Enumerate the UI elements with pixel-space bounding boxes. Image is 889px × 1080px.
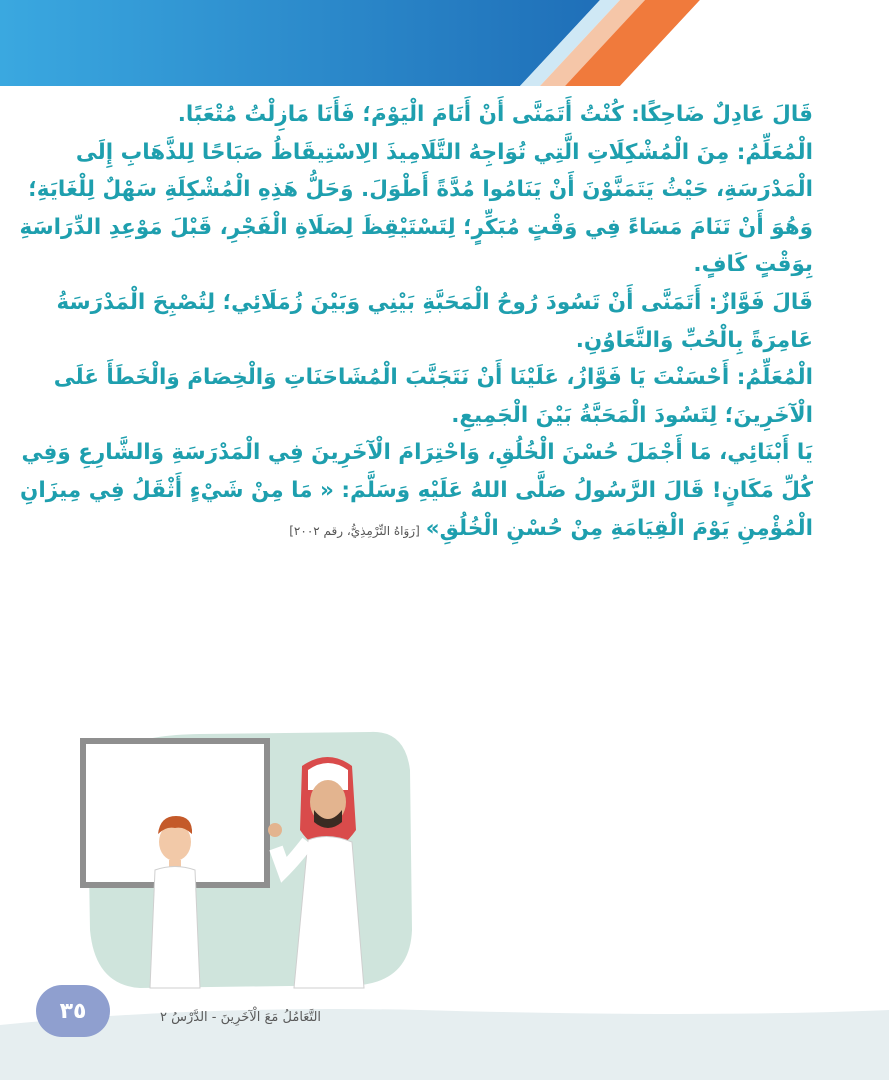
text-line: قَالَ عَادِلٌ ضَاحِكًا: كُنْتُ أَتَمَنَّى أَنْ أَنَامَ الْيَوْمَ؛ فَأَنَا مَازِلْتُ مُتْعَبًا.	[177, 102, 813, 127]
classroom-illustration	[80, 730, 415, 990]
citation: [رَوَاهُ التِّرْمِذِيُّ، رقم ٢٠٠٢]	[289, 523, 420, 538]
footer-band	[0, 980, 889, 1080]
page-number: ٣٥	[36, 985, 110, 1037]
text-line: الْمُعَلِّمُ: أَحْسَنْتَ يَا فَوَّازُ، عَلَيْنَا أَنْ نَتَجَنَّبَ الْمُشَاحَنَاتِ وَالْخِصَامَ وَالْخَطَأَ عَلَى	[53, 365, 813, 391]
text-line: عَامِرَةً بِالْحُبِّ وَالتَّعَاوُنِ.	[575, 327, 813, 353]
text-line: وَهُوَ أَنْ تَنَامَ مَسَاءً فِي وَقْتٍ مُبَكِّرٍ؛ لِتَسْتَيْقِظَ لِصَلَاةِ الْفَجْرِ، قَبْلَ مَوْعِدِ الدِّرَاسَةِ	[19, 214, 813, 240]
text-line: بِوَقْتٍ كَافٍ.	[693, 252, 813, 278]
text-line: قَالَ فَوَّازٌ: أَتَمَنَّى أَنْ تَسُودَ رُوحُ الْمَحَبَّةِ بَيْنِي وَبَيْنَ زُمَلَائِي؛ لِتُصْبِحَ الْمَدْرَسَةُ	[56, 289, 813, 315]
text-line: الْمُعَلِّمُ: مِنَ الْمُشْكِلَاتِ الَّتِي تُوَاجِهُ التَّلَامِيذَ الِاسْتِيقَاظُ صَبَاحًا لِلذَّهَابِ إِلَى	[75, 139, 813, 165]
text-line-with-citation	[80, 510, 813, 551]
header-band	[0, 0, 889, 86]
hadith-text: الْمُؤْمِنِ يَوْمَ الْقِيَامَةِ مِنْ حُسْنِ الْخُلُقِ»	[425, 515, 813, 541]
lesson-title: التَّعَامُلُ مَعَ الْآخَرِينَ - الدَّرْسُ ٢	[160, 1010, 322, 1025]
text-line: الْمَدْرَسَةِ، حَيْثُ يَتَمَنَّوْنَ أَنْ يَنَامُوا مُدَّةً أَطْوَلَ. وَحَلُّ هَذِهِ الْمُشْكِلَةِ سَهْلٌ لِلْغَايَةِ؛	[28, 177, 813, 203]
lesson-text	[19, 96, 813, 550]
text-line: يَا أَبْنَائِي، مَا أَجْمَلَ حُسْنَ الْخُلُقِ، وَاحْتِرَامَ الْآخَرِينَ فِي الْمَدْرَسَةِ وَالشَّارِعِ وَفِي	[21, 440, 813, 466]
text-line: الْآخَرِينَ؛ لِتَسُودَ الْمَحَبَّةُ بَيْنَ الْجَمِيعِ.	[451, 402, 813, 428]
text-line: كُلِّ مَكَانٍ! قَالَ الرَّسُولُ صَلَّى اللهُ عَلَيْهِ وَسَلَّمَ: « مَا مِنْ شَيْءٍ أَثْقَلُ فِي مِيزَانِ	[20, 477, 813, 503]
